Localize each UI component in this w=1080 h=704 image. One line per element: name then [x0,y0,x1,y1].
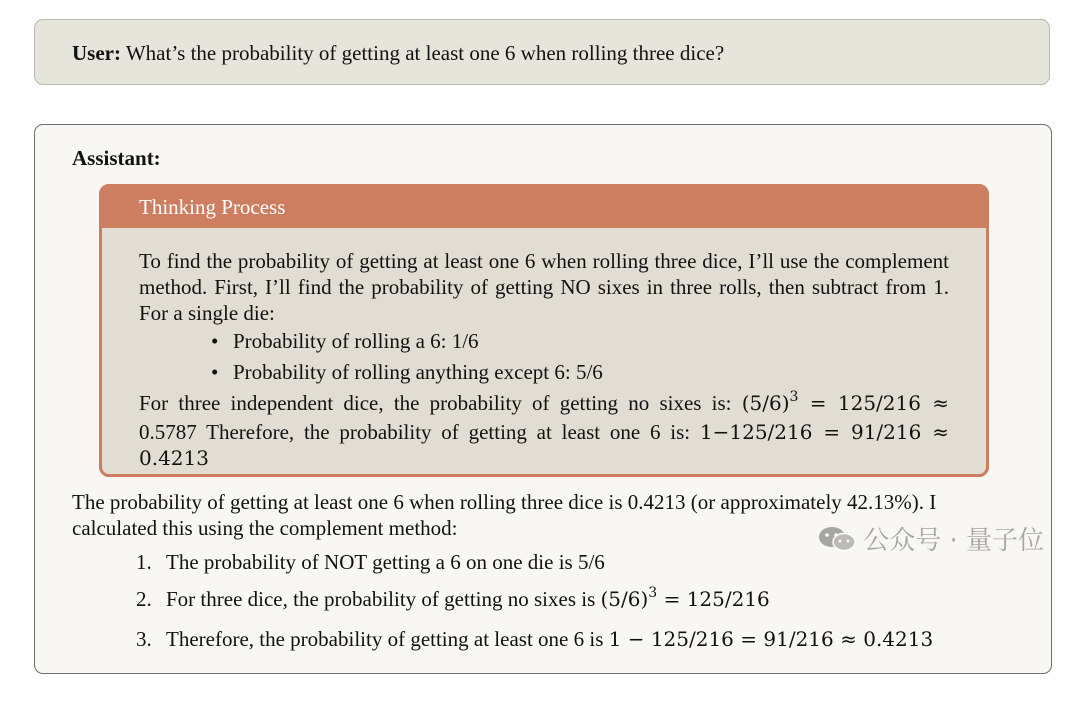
assistant-message-box [34,124,1052,674]
step-text: Therefore, the probability of getting at least one 6 is [166,627,604,651]
thinking-bullet: • Probability of rolling a 6: 1/6 [211,328,949,354]
thinking-process-title: Thinking Process [102,187,986,228]
math-base: (5/6) [741,391,790,415]
wechat-icon [817,525,857,553]
thinking-process-panel [99,184,989,477]
math-rest: = 125/216 ≈ [809,391,950,415]
assistant-label: Assistant: [72,146,161,170]
math-expression [601,587,770,611]
thinking-intro: To find the probability of getting at least one 6 when rolling three dice, I’ll use the complement method. First, I’ll find the probability of getting NO sixes in three rolls, then subtract from 1. For a single die: [139,249,949,325]
thinking-line-result: 0.4213 [139,446,209,470]
user-label: User: [72,41,121,65]
answer-step [136,586,1022,615]
thinking-line-text: 0.5787 Therefore, the probability of getting at least one 6 is: [139,420,691,444]
thinking-bullet: • Probability of rolling anything except 6: 5/6 [211,359,949,385]
math-rest: = 125/216 [663,587,770,611]
step-number: 3. [136,627,152,651]
step-number: 2. [136,587,152,611]
math-exponent: 3 [789,389,799,405]
math-exponent: 3 [648,585,658,601]
math-expression: 1 − 125/216 = 91/216 ≈ 0.4213 [608,627,934,651]
user-message: What’s the probability of getting at least one 6 when rolling three dice? [125,41,725,65]
thinking-line-at-least-one [139,419,949,445]
thinking-line-no-sixes [139,390,949,419]
answer-steps [72,549,1022,652]
math-base: (5/6) [600,587,649,611]
step-text: For three dice, the probability of getting no sixes is [166,587,596,611]
user-message-box [34,19,1050,85]
thinking-line-text: For three independent dice, the probability of getting no sixes is: [139,391,732,415]
watermark [817,520,1044,557]
answer-text: The probability of getting at least one 6 when rolling three dice is 0.4213 (or approximately 42.13%). I calculated this using the complement method: [72,490,937,540]
thinking-process-body [102,228,986,471]
step-text: The probability of NOT getting a 6 on one die is 5/6 [166,550,605,574]
math-expression: 1−125/216 = 91/216 ≈ [699,420,949,444]
thinking-bullet-list [139,328,949,385]
math-expression [742,391,949,415]
watermark-text: 公众号 · 量子位 [863,526,1044,556]
step-number: 1. [136,550,152,574]
assistant-answer [72,489,1022,663]
answer-step [136,626,1022,652]
